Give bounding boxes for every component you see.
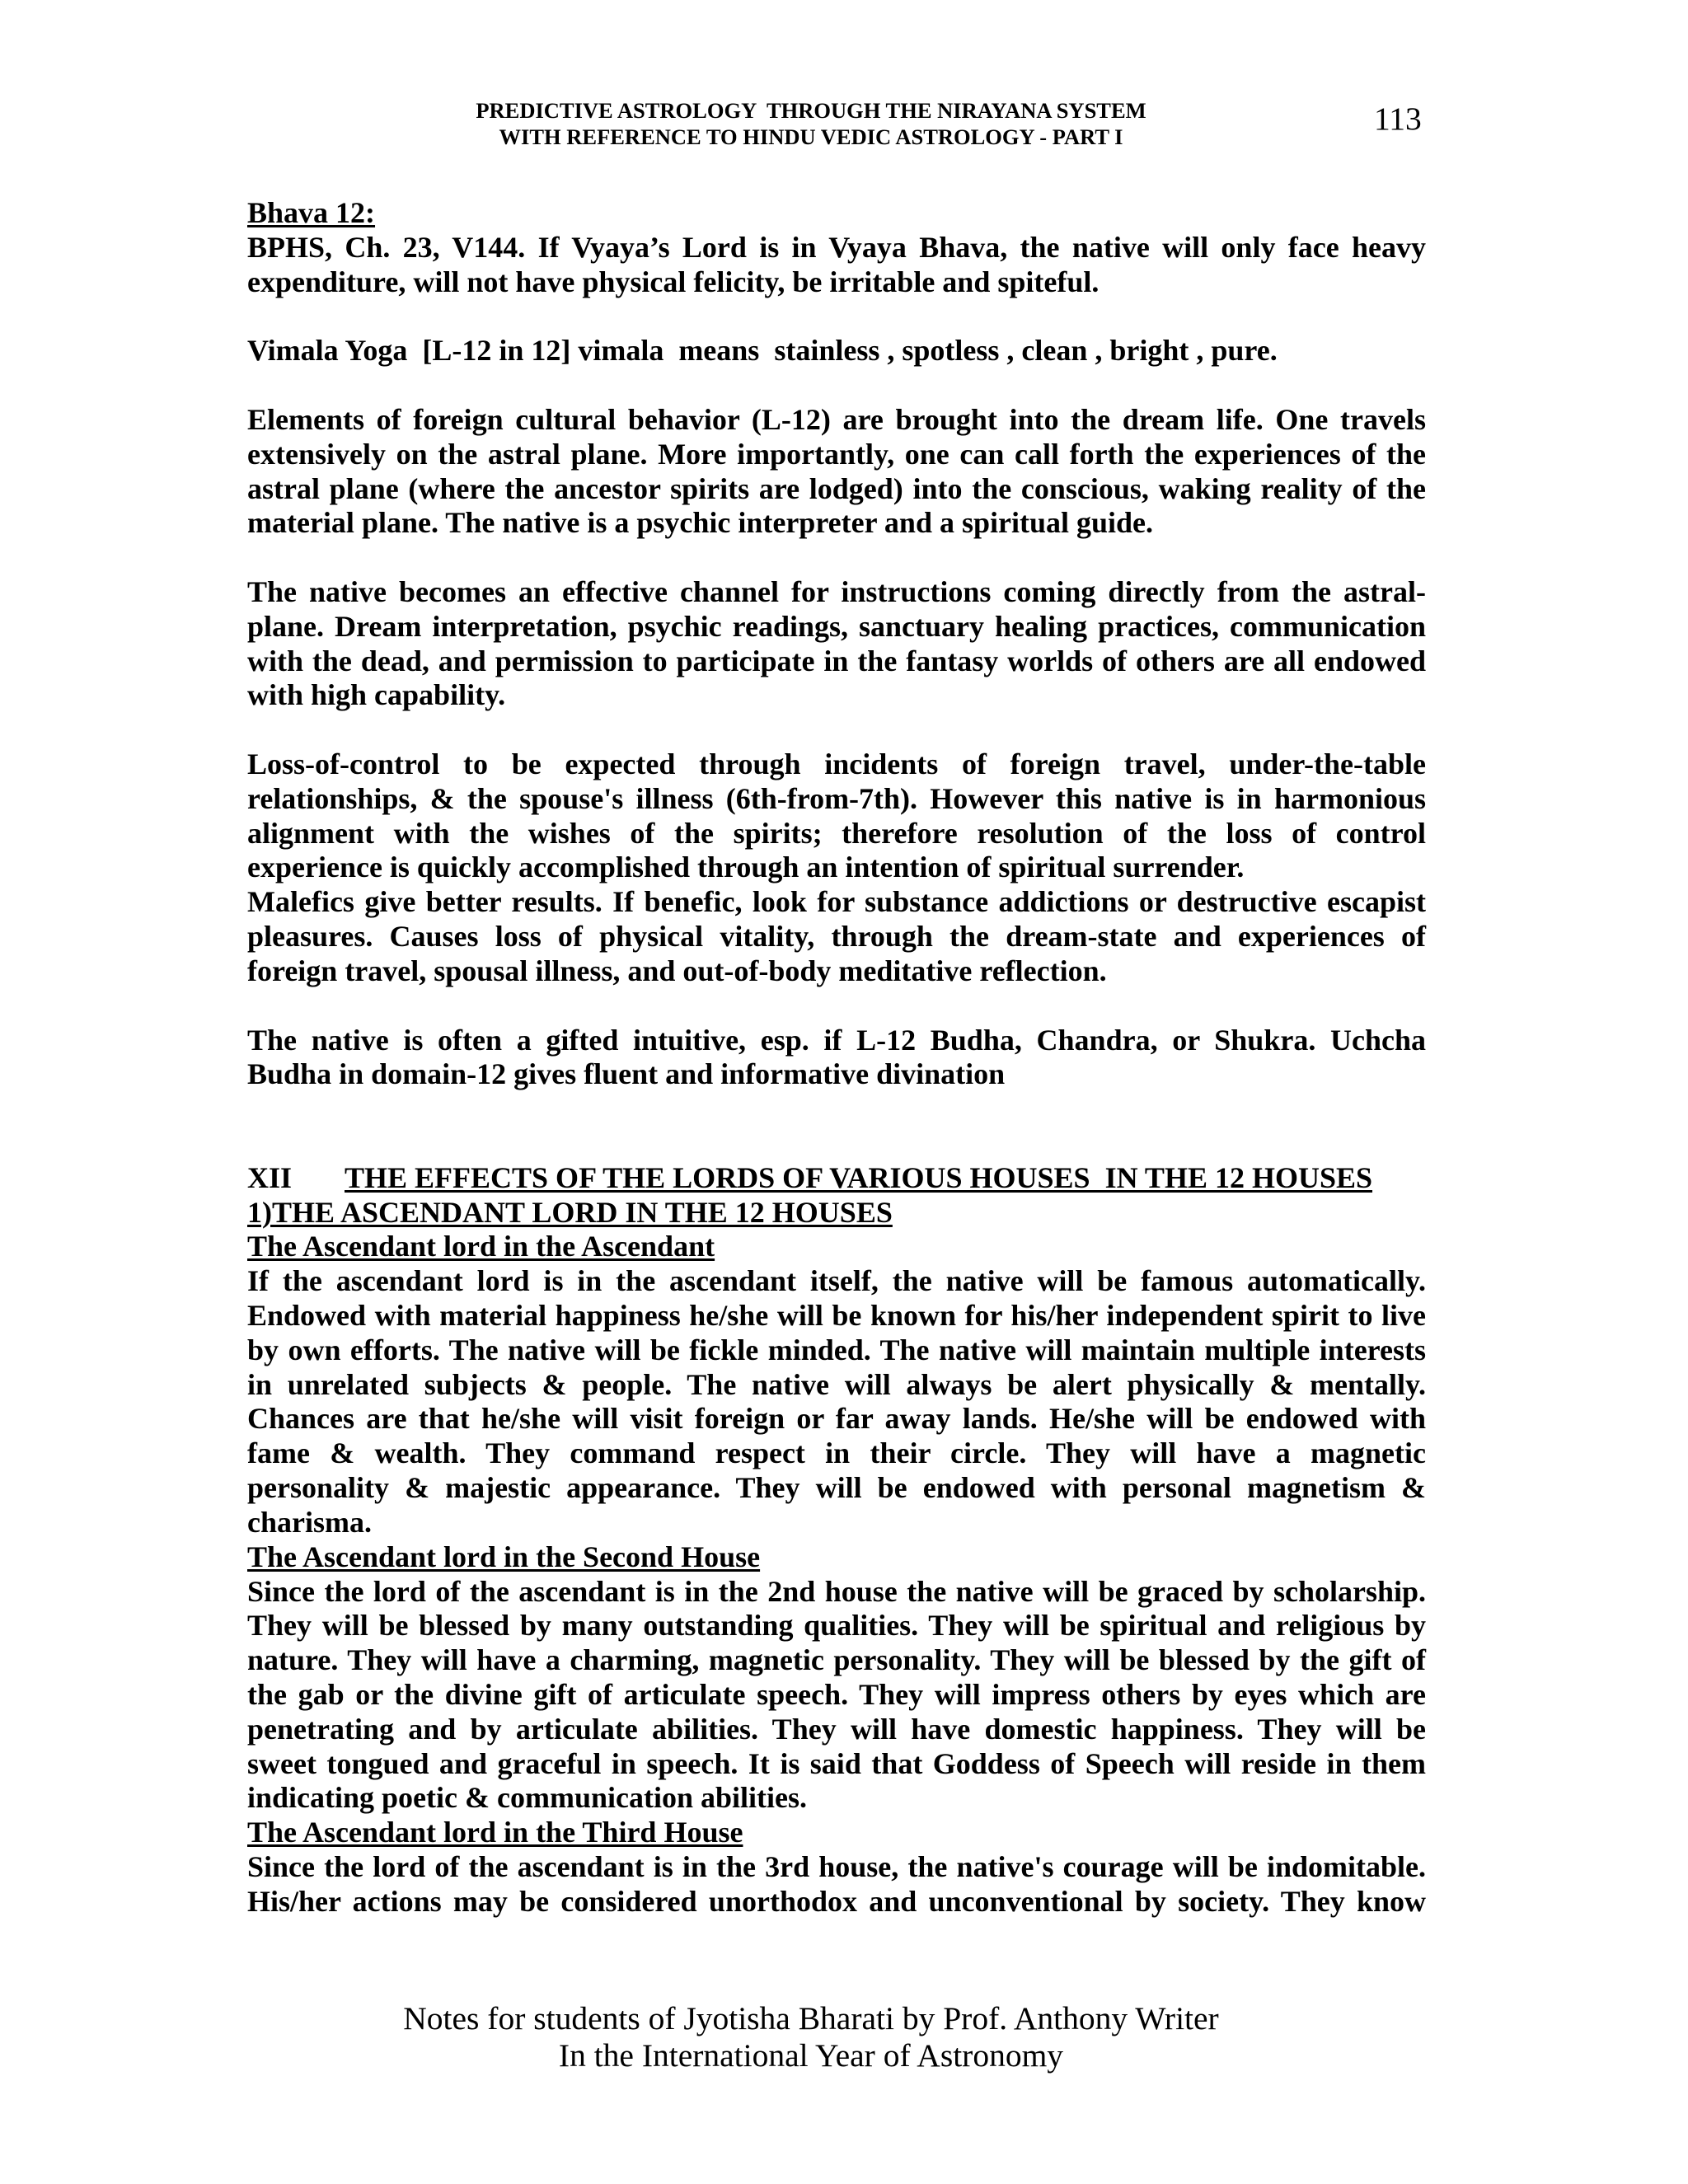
text-line: foreign travel, spousal illness, and out-of-body meditative reflection. [247,954,1107,987]
text-line: They will be blessed by many outstanding qualities. They will be spiritual and religious by [247,1609,1426,1643]
paragraph [247,748,1426,885]
paragraph [247,1024,1426,1093]
text-line: indicating poetic & communication abilities. [247,1781,807,1815]
chapter-subtitle-text: 1)THE ASCENDANT LORD IN THE 12 HOUSES [247,1195,893,1229]
subsection-heading [247,1230,1426,1264]
subsection-heading-text: The Ascendant lord in the Ascendant [247,1230,715,1263]
text-line: pleasures. Causes loss of physical vitality, through the dream-state and experiences of [247,920,1426,954]
text-line: fame & wealth. They command respect in their circle. They will have a magnetic [247,1436,1426,1470]
text-line: astral plane (where the ancestor spirits are lodged) into the conscious, waking reality of the [247,471,1426,505]
paragraph [247,231,1426,300]
text-line: His/her actions may be considered unorthodox and unconventional by society. They know [247,1884,1426,1918]
running-header-line: WITH REFERENCE TO HINDU VEDIC ASTROLOGY - PART I [499,124,1123,149]
text-line: Chances are that he/she will visit foreign or far away lands. He/she will be endowed with [247,1402,1426,1436]
text-line: If the ascendant lord is in the ascendant itself, the native will be famous automatically. [247,1264,1426,1298]
text-line: relationships, & the spouse's illness (6th-from-7th). However this native is in harmonious [247,781,1426,815]
text-line: the gab or the divine gift of articulate speech. They will impress others by eyes which are [247,1677,1426,1711]
text-line: Malefics give better results. If benefic, look for substance addictions or destructive escapist [247,885,1426,919]
paragraph [247,403,1426,541]
text-line: sweet tongued and graceful in speech. It is said that Goddess of Speech will reside in them [247,1746,1426,1780]
chapter-number: XII [247,1160,293,1194]
text-line: Since the lord of the ascendant is in the 2nd house the native will be graced by scholarship. [247,1574,1426,1608]
subsection [247,1230,1426,1540]
page-footer [316,2000,1306,2074]
text-line: The native becomes an effective channel for instructions coming directly from the astral- [247,574,1426,608]
subsection [247,1816,1426,1919]
text-line: The native is often a gifted intuitive, esp. if L-12 Budha, Chandra, or Shukra. Uchcha [247,1023,1426,1057]
text-line: charisma. [247,1505,372,1539]
text-line: personality & majestic appearance. They will be endowed with personal magnetism & [247,1471,1426,1505]
running-header [399,97,1223,150]
footer-line: In the International Year of Astronomy [558,2037,1064,2074]
text-line: material plane. The native is a psychic interpreter and a spiritual guide. [247,506,1154,540]
text-line: alignment with the wishes of the spirits; therefore resolution of the loss of control [247,816,1426,850]
text-line: by own efforts. The native will be fickle minded. The native will maintain multiple interests [247,1333,1426,1366]
text-line: Since the lord of the ascendant is in the 3rd house, the native's courage will be indomitable. [247,1850,1426,1883]
text-line: Budha in domain-12 gives fluent and informative divination [247,1057,1006,1091]
subsection-heading-text: The Ascendant lord in the Third House [247,1816,743,1849]
subsection-heading [247,1816,1426,1850]
text-line: in unrelated subjects & people. The native will always be alert physically & mentally. [247,1367,1426,1401]
text-line: nature. They will have a charming, magnetic personality. They will be blessed by the gift of [247,1643,1426,1677]
text-line: plane. Dream interpretation, psychic readings, sanctuary healing practices, communication [247,609,1426,643]
body-text [247,196,1426,1919]
subsection [247,1540,1426,1816]
subsection-heading [247,1540,1426,1575]
chapter-heading [247,1161,1426,1196]
text-line: Endowed with material happiness he/she will be known for his/her independent spirit to live [247,1299,1426,1332]
running-header-line: PREDICTIVE ASTROLOGY THROUGH THE NIRAYANA SYSTEM [476,98,1146,123]
section-heading-text: Bhava 12: [247,196,376,229]
text-line: Elements of foreign cultural behavior (L-12) are brought into the dream life. One travels [247,402,1426,436]
text-line: experience is quickly accomplished through an intention of spiritual surrender. [247,851,1245,884]
chapter-title: THE EFFECTS OF THE LORDS OF VARIOUS HOUSES IN THE 12 HOUSES [345,1160,1373,1194]
text-line: expenditure, will not have physical felicity, be irritable and spiteful. [247,265,1100,298]
text-line: with high capability. [247,678,506,712]
paragraph [247,334,1426,368]
paragraph [247,885,1426,988]
text-line: extensively on the astral plane. More importantly, one can call forth the experiences of the [247,437,1426,471]
text-line: Vimala Yoga [L-12 in 12] vimala means stainless , spotless , clean , bright , pure. [247,334,1278,368]
subsection-heading-text: The Ascendant lord in the Second House [247,1540,761,1573]
section-heading [247,196,1426,231]
page-number: 113 [1374,101,1422,137]
text-line: with the dead, and permission to participate in the fantasy worlds of others are all endowed [247,644,1426,677]
text-line: penetrating and by articulate abilities. They will have domestic happiness. They will be [247,1712,1426,1746]
footer-line: Notes for students of Jyotisha Bharati by Prof. Anthony Writer [403,2000,1219,2036]
paragraph [247,575,1426,713]
text-line: BPHS, Ch. 23, V144. If Vyaya’s Lord is in Vyaya Bhava, the native will only face heavy [247,230,1426,264]
chapter-subtitle [247,1196,1426,1230]
text-line: Loss-of-control to be expected through incidents of foreign travel, under-the-table [247,748,1426,780]
